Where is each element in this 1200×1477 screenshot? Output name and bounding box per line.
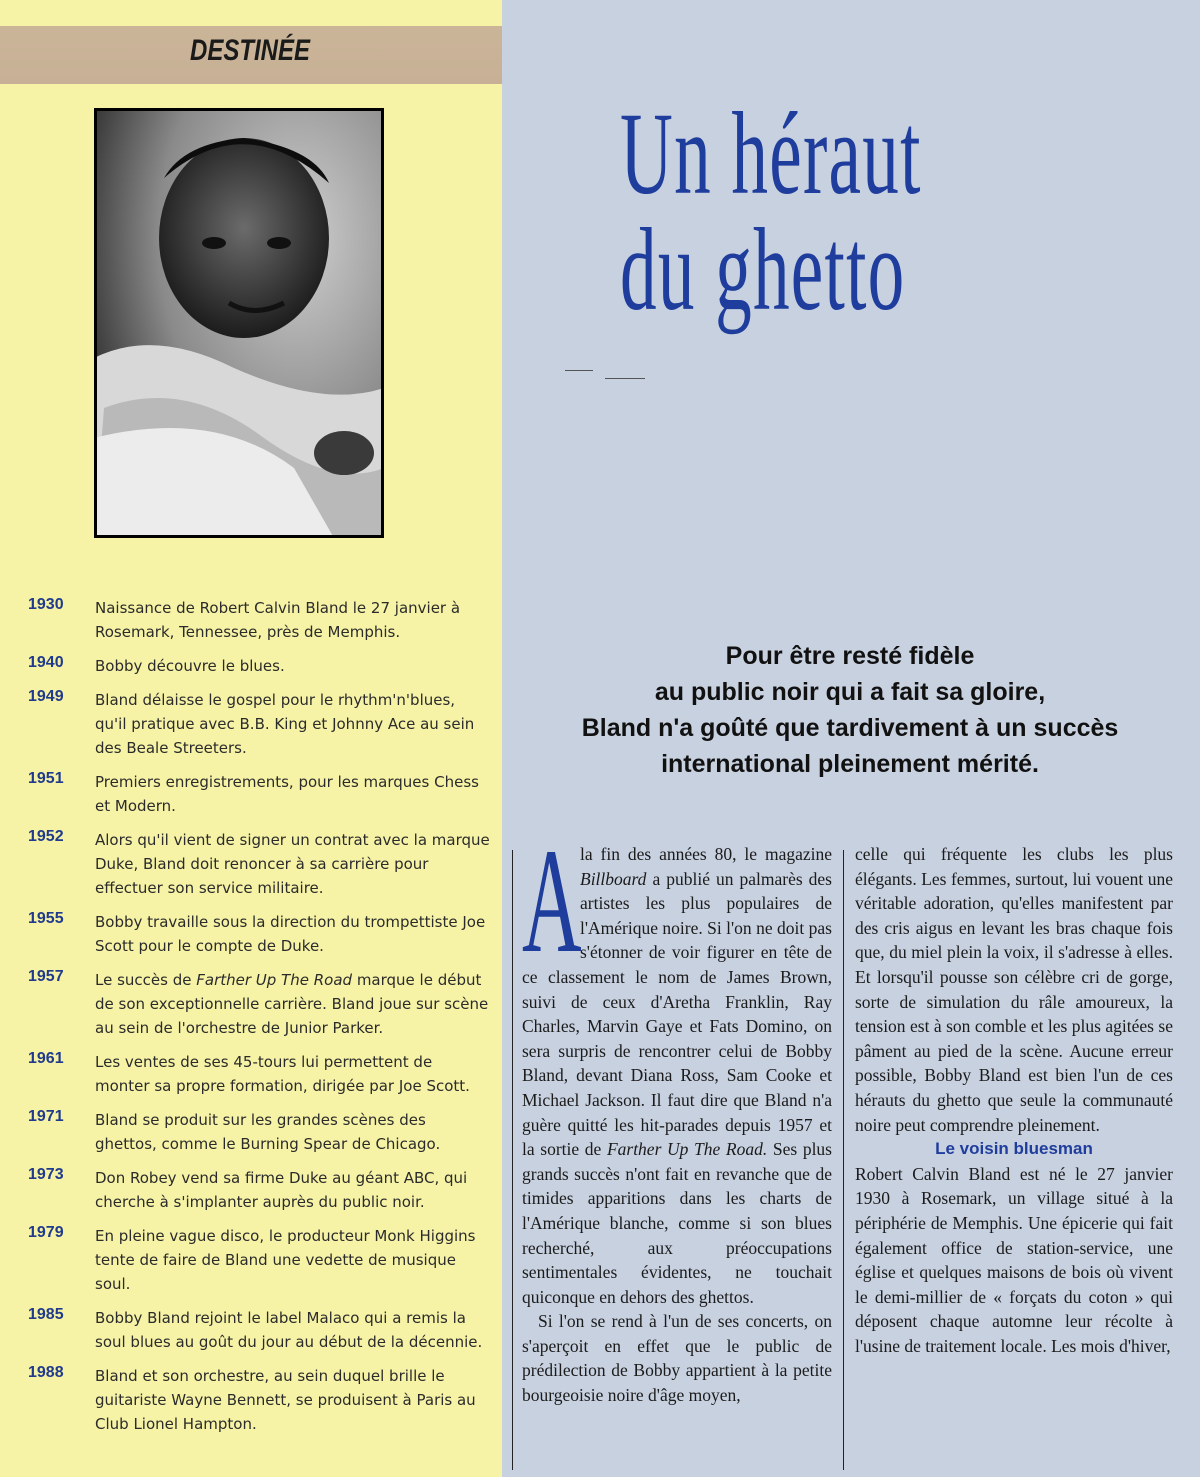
timeline-text: Bland se produit sur les grandes scènes des ghettos, comme le Burning Spear de Chicago. [95, 1111, 441, 1153]
timeline-text: En pleine vague disco, le producteur Monk Higgins tente de faire de Bland une vedette de musique soul. [95, 1227, 476, 1293]
timeline-item [0, 596, 500, 644]
timeline-year: 1971 [28, 1108, 64, 1125]
timeline-text: Bland délaisse le gospel pour le rhythm'n'blues, qu'il pratique avec B.B. King et Johnny Ace au sein des Beale Streeters. [95, 691, 475, 757]
decorative-dash [605, 378, 645, 379]
timeline-text: Alors qu'il vient de signer un contrat avec la marque Duke, Bland doit renoncer à sa carrière pour effectuer son service militaire. [95, 831, 490, 897]
article-column-1 [522, 818, 832, 1408]
portrait-photo [94, 108, 384, 538]
article-text: Ses plus grands succès n'ont fait en revanche que de timides apparitions dans les charts de l'Amérique blanche, comme si son blues recherché, aux préoccupations sentimentales évidentes, ne touchait quiconque en dehors des ghettos. [522, 1139, 832, 1307]
article-paragraph: Robert Calvin Bland est né le 27 janvier 1930 à Rosemark, un village situé à la périphérie de Memphis. Une épicerie qui fait également office de station-service, une église et quelques maisons de bois où vivent le demi-millier de « forçats du coton » qui déposent chaque automne leur récolte à l'usine de traitement locale. Les mois d'hiver, [855, 1163, 1173, 1356]
timeline-year: 1940 [28, 654, 64, 671]
timeline-item [0, 770, 500, 818]
timeline-text: Bobby Bland rejoint le label Malaco qui a remis la soul blues au goût du jour au début de la décennie. [95, 1309, 483, 1351]
timeline-text: Bland et son orchestre, au sein duquel brille le guitariste Wayne Bennett, se produisent à Paris au Club Lionel Hampton. [95, 1367, 476, 1433]
lead-line: Bland n'a goûté que tardivement à un succès [581, 714, 1119, 742]
article-text: la fin des années 80, le magazine [580, 844, 832, 864]
lead-line: international pleinement mérité. [661, 750, 1039, 778]
timeline-item [0, 1166, 500, 1214]
timeline-text: Bobby découvre le blues. [95, 657, 285, 675]
timeline-list [0, 596, 500, 1446]
timeline-item [0, 1224, 500, 1296]
timeline-item [0, 1364, 500, 1436]
column-rule [512, 850, 513, 1470]
lead-paragraph [540, 638, 1160, 782]
song-title: Farther Up The Road. [606, 1139, 768, 1160]
timeline-item [0, 968, 500, 1040]
article-paragraph: Si l'on se rend à l'un de ses concerts, on s'aperçoit en effet que le public de prédilection de Bobby appartient à la petite bourgeoisie noire d'âge moyen, [522, 1311, 832, 1406]
magazine-title: Billboard [580, 868, 647, 889]
timeline-text [95, 968, 490, 1040]
article-column-2 [855, 842, 1173, 1358]
title-line: Un héraut [620, 88, 922, 219]
timeline-text: Premiers enregistrements, pour les marques Chess et Modern. [95, 773, 479, 815]
timeline-year: 1988 [28, 1364, 64, 1381]
article-text: a publié un palmarès des artistes les plus populaires de l'Amérique noire. Si l'on ne doit pas s'étonner de voir figurer en tête de ce classement le nom de James Brown, suivi de ceux d'Aretha Franklin, Ray Charles, Marvin Gaye et Fats Domino, on sera surpris de rencontrer celui de Bobby Bland, devant Diana Ross, Sam Cooke et Michael Jackson. Il faut dire que Bland n'a guère quitté les hit-parades depuis 1957 et la sortie de [522, 868, 832, 1160]
song-title: Farther Up The Road [196, 971, 353, 989]
timeline-text-part: marque le début de son exceptionnelle carrière. Bland joue sur scène au sein de l'orchestre de Junior Parker. [95, 971, 489, 1037]
timeline-year: 1979 [28, 1224, 64, 1241]
timeline-item [0, 688, 500, 760]
article-paragraph: celle qui fréquente les clubs les plus élégants. Les femmes, surtout, lui vouent une véritable adoration, qu'elles manifestent par des cris aigus en levant les bras chaque fois que, du miel plein la voix, il s'adresse à elles. Et lorsqu'il pousse son célèbre cri de gorge, sorte de simulation du râle amoureux, la tension est à son comble et les plus agitées se pâment au pied de la scène. Aucune erreur possible, Bobby Bland est bien l'un de ces hérauts du ghetto que seule la communauté noire peut comprendre pleinement. [855, 844, 1173, 1135]
timeline-year: 1985 [28, 1306, 64, 1323]
timeline-year: 1957 [28, 968, 64, 985]
timeline-year: 1951 [28, 770, 64, 787]
timeline-text: Les ventes de ses 45-tours lui permettent de monter sa propre formation, dirigée par Joe Scott. [95, 1053, 470, 1095]
timeline-year: 1952 [28, 828, 64, 845]
lead-line: Pour être resté fidèle [725, 642, 975, 670]
article-paragraph [522, 818, 832, 1309]
timeline-year: 1930 [28, 596, 64, 613]
title-line: du ghetto [620, 204, 906, 335]
timeline-text: Naissance de Robert Calvin Bland le 27 janvier à Rosemark, Tennessee, près de Memphis. [95, 599, 461, 641]
timeline-text: Bobby travaille sous la direction du trompettiste Joe Scott pour le compte de Duke. [95, 913, 486, 955]
timeline-item [0, 1306, 500, 1354]
column-rule [843, 850, 844, 1470]
timeline-text-part: Le succès de [95, 971, 197, 989]
timeline-item [0, 654, 500, 678]
decorative-dash [565, 370, 593, 371]
timeline-item [0, 910, 500, 958]
timeline-item [0, 1050, 500, 1098]
article-title [620, 88, 922, 335]
lead-line: au public noir qui a fait sa gloire, [654, 678, 1046, 706]
timeline-year: 1973 [28, 1166, 64, 1183]
timeline-text: Don Robey vend sa firme Duke au géant ABC, qui cherche à s'implanter auprès du public noir. [95, 1169, 468, 1211]
article-subhead: Le voisin bluesman [935, 1139, 1093, 1159]
drop-cap: A [522, 818, 582, 984]
timeline-item [0, 828, 500, 900]
timeline-year: 1961 [28, 1050, 64, 1067]
timeline-item [0, 1108, 500, 1156]
section-tag: DESTINÉE [190, 34, 311, 67]
timeline-year: 1955 [28, 910, 64, 927]
timeline-year: 1949 [28, 688, 64, 705]
